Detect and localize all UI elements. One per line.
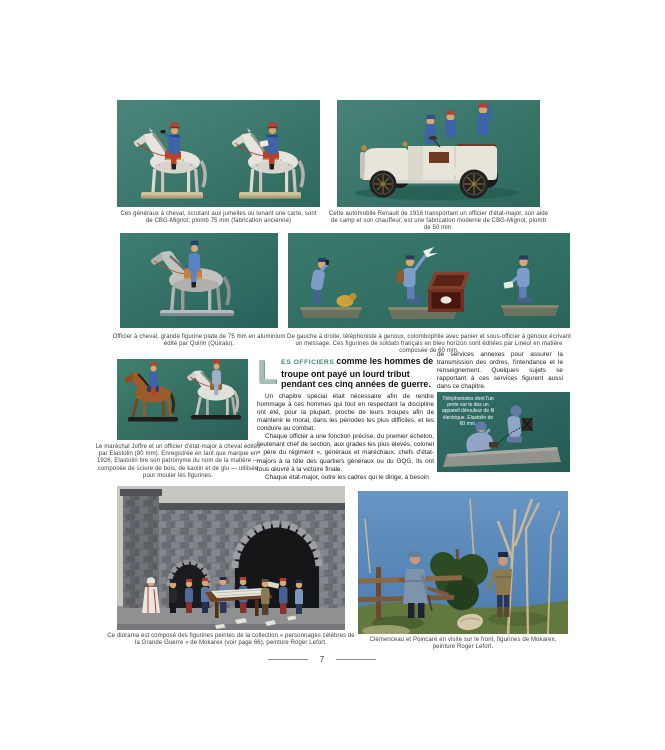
photo-overlay-caption: Téléphonistes dont l'un porte sur le dos un appareil dérouleur de fil électrique. Elastolin de 60 mm. [441, 396, 495, 427]
page-footer [242, 655, 402, 664]
photo-clemenceau-poincare [358, 491, 568, 634]
paragraph: Chaque officier a une fonction précise, du premier échelon, lieutenant chef de section, aux grades les plus élevés, colonel « père du régiment », généraux et maréchaux, chefs d'état-majors à la tête des quartiers généraux ou du GQG. Ils ont tous œuvré à la victoire finale. [257, 433, 434, 473]
paragraph: de services annexes pour assurer la transmission des ordres, l'intendance et le renseignement. Quelques sujets se rapportant à ces services figurent aussi dans ce chapitre. [437, 351, 563, 391]
toy-officer-illustration [120, 233, 278, 328]
toy-cavalry-illustration [117, 100, 320, 207]
photo-caption: De gauche à droite, téléphoniste à genoux, colombophile avec panier et sous-officier à genoux écrivant un message. Ces figurines de soldats français en bleu horizon sont éditées par Linéol en matière composée de 60 mm. [287, 334, 571, 355]
photo-kneeling-soldiers [288, 233, 570, 328]
aide-de-camp-figure [445, 111, 456, 137]
toy-automobile-illustration [337, 100, 540, 207]
photo-telephonists [437, 392, 570, 472]
photo-caption: Cette automobile Renault de 1916 transportant un officier d'état-major, son aide de camp et son chauffeur, est une fabrication moderne de CBG-Mignot, plomb de 50 mm. [328, 211, 549, 232]
photo-caption: Clémenceau et Poincaré en visite sur le front, figurines de Mokarex, peinture Roger Lefort. [369, 637, 557, 651]
photo-diorama-mokarex [117, 486, 345, 630]
page-number: 7 [319, 655, 325, 664]
lead-in: ES OFFICIERS [281, 359, 335, 366]
section-heading [257, 353, 434, 390]
footer-rule-left [268, 659, 308, 660]
photo-officer-horseback [120, 233, 278, 328]
photo-caption: Ces généraux à cheval, scrutant aux jumelles ou tenant une carte, sont de CBG-Mignot; plomb 75 mm (fabrication ancienne) [120, 211, 317, 225]
dropcap: L [257, 353, 278, 390]
diorama-figures-front [261, 578, 303, 615]
paragraph: Un chapitre spécial était nécessaire afin de rendre hommage à ces hommes qui tout en respectant la discipline ont été, pour la plupart, proche de leurs troupes afin de maintenir le moral, dans les périodes les plus difficiles, et les conduire au combat. [257, 392, 434, 433]
photo-joffre-staff-officer [117, 359, 248, 440]
photo-generals-horseback [117, 100, 320, 207]
photo-renault-automobile [337, 100, 540, 207]
diorama-illustration [117, 486, 345, 630]
article-column-left [257, 353, 434, 482]
footer-rule-right [336, 659, 376, 660]
article-column-right [437, 351, 563, 391]
photo-caption: Le maréchal Joffre et un officier d'état-major à cheval édités par Elastolin (80 mm). Enregistrée en tant que marque en 1926, Elastolin tire son patronyme du nom de la matière — composée de sciure de bois, de kaolin et de glu — utilisée pour mouler les figurines. [95, 444, 261, 479]
photo-caption: Officier à cheval, grande figurine plate de 75 mm en aluminium édité par Quirin (Quiralu). [112, 334, 286, 348]
photo-caption: Ce diorama est composé des figurines peintes de la collection « personnages célèbres de la Grande Guerre » de Mokarex (voir page 66), peinture Roger Lefort. [107, 633, 355, 647]
paragraph: Chaque état-major, outre les cadres qui le dirige, à besoin [265, 473, 429, 481]
heading-text: comme les hommes de troupe ont payé un lourd tribut pendant ces cinq années de guerre. [281, 356, 434, 390]
toy-riders-illustration [117, 359, 248, 440]
toy-soldiers-illustration [288, 233, 570, 328]
front-visit-illustration [358, 491, 568, 634]
